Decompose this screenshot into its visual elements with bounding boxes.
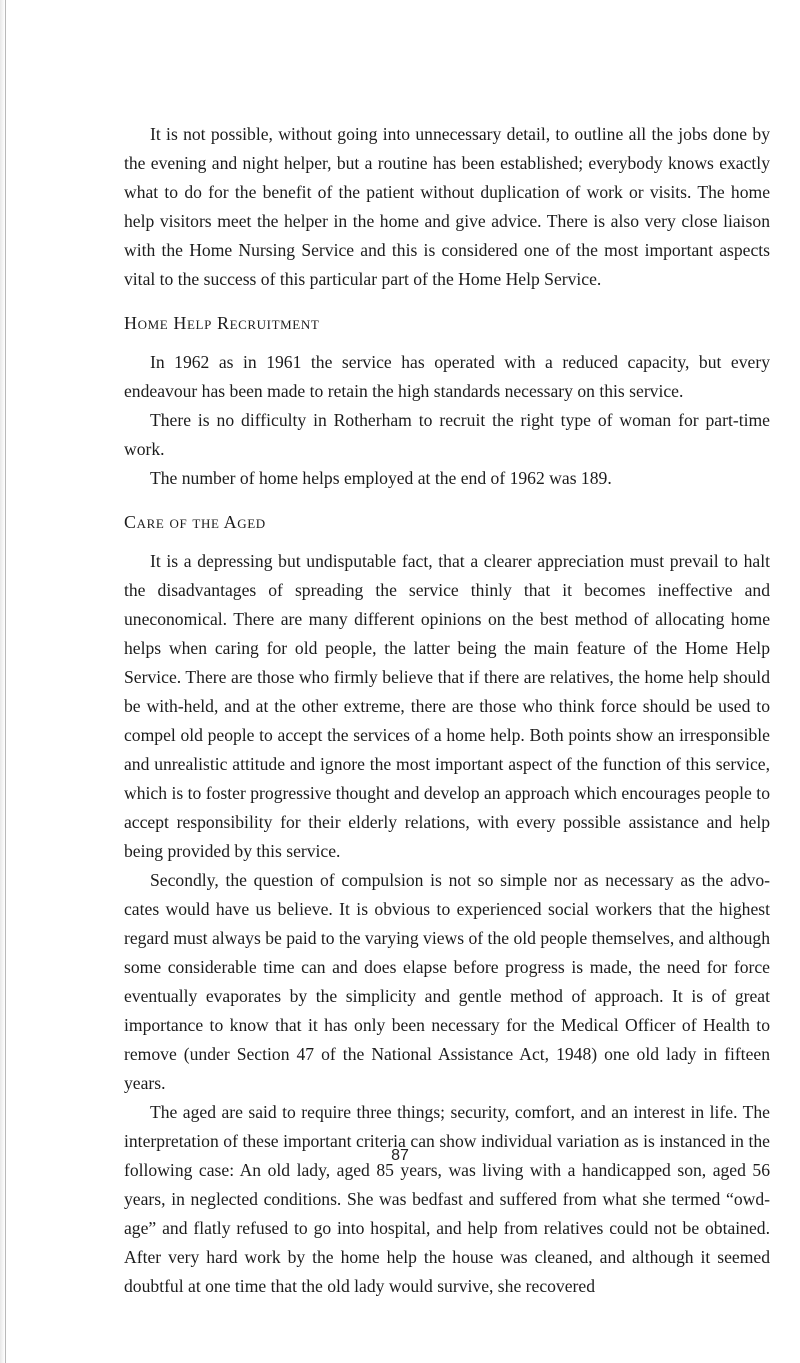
recruitment-paragraph-3: The number of home helps employed at the end of 1962 was 189. (150, 468, 612, 488)
recruitment-paragraph-2: There is no difficulty in Rotherham to recruit the right type of woman for part-time work. (124, 410, 770, 459)
intro-paragraph: It is not possible, without going into unnecessary detail, to outline all the jobs done by the evening and night helper, but a routine has been established; everybody knows exactly what to do for the benefit of the patient without duplication of work or visits. The home help visitors meet the helper in the home and give advice. There is also very close liaison with the Home Nursing Service and this is considered one of the most important aspects vital to the success of this particular part of the Home Help Service. (124, 124, 770, 289)
recruitment-paragraph-1: In 1962 as in 1961 the service has operated with a reduced capacity, but every endeavour has been made to retain the high standards necessary on this service. (124, 352, 770, 401)
aged-paragraph-1: It is a depressing but undisputable fact, that a clearer appreciation must prevail to halt the disadvantages of spreading the service thinly that it becomes ineffective and uneconomical. There are many different opinions on the best method of allocating home helps when caring for old people, the latter being the main feature of the Home Help Service. There are those who firmly believe that if there are relatives, the home help should be with-held, and at the other extreme, there are those who think force should be used to compel old people to accept the services of a home help. Both points show an irresponsible and unrealistic attitude and ignore the most important aspect of the function of this service, which is to foster progressive thought and develop an approach which encourages people to accept responsibility for their elderly relations, with every possible assistance and help being provided by this service. (124, 551, 770, 861)
page-number: 87 (391, 1147, 409, 1164)
page-body (124, 120, 770, 1301)
section-heading-home-help-recruitment: Home Help Recruitment (124, 313, 320, 333)
section-heading-care-of-the-aged: Care of the Aged (124, 512, 266, 532)
aged-paragraph-3: The aged are said to require three things; security, comfort, and an interest in life. The interpretation of these important criteria can show individual variation as is instanced in the following case: An old lady, aged 85 years, was living with a handicapped son, aged 56 years, in neglected conditions. She was bedfast and suffered from what she termed “owd-age” and flatly refused to go into hospital, and help from relatives could not be obtained. After very hard work by the home help the house was cleaned, and although it seemed doubtful at one time that the old lady would survive, she recovered (124, 1102, 770, 1296)
aged-paragraph-2: Secondly, the question of compulsion is not so simple nor as necessary as the advo-cates would have us believe. It is obvious to experienced social workers that the highest regard must always be paid to the varying views of the old people themselves, and although some considerable time can and does elapse before progress is made, the need for force eventually evaporates by the simplicity and gentle method of approach. It is of great importance to know that it has only been necessary for the Medical Officer of Health to remove (under Section 47 of the National Assistance Act, 1948) one old lady in fifteen years. (124, 870, 770, 1093)
